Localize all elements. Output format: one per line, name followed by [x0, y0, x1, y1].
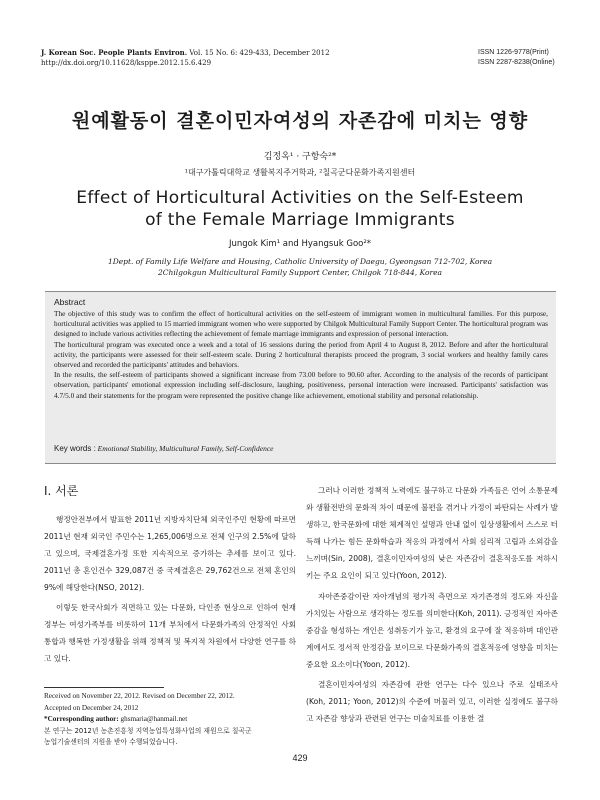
affiliation-2: 2Chilgokgun Multicultural Family Support Center, Chilgok 718-844, Korea	[158, 268, 442, 277]
abstract-paragraph: The horticultural program was executed once a week and a total of 16 sessions during the period from April 4 to August 8, 2012. Before and after the horticultural activity, the participants were assessed for their self-esteem scale. During 2 horticultural therapists proceed the program, 3 social workers and healthy family cares observed and recorded the participants' attitudes and behaviors.	[54, 339, 548, 370]
body-paragraph: 그러나 이러한 정책적 노력에도 불구하고 다문화 가족들은 언어 소통문제와 생활전반의 문화적 차이 때문에 불편을 겪거나 가정이 파탄되는 사례가 발생하고, 한국문화에 대한 체계적인 설명과 안내 없이 일상생활에서 스스로 터득해 나가는 힘든 문화학습과 적응의 과정에서 사회 심리적 고립과 소외감을 느끼며(Sin, 2008), 결혼이민자여성의 낮은 자존감이 결혼적응도를 저하시키는 주요 요인이 되고 있다(Yoon, 2012).	[306, 486, 558, 581]
affiliations-korean: ¹대구가톨릭대학교 생활복지주거학과, ²칠곡군다문화가족지원센터	[184, 168, 416, 177]
title-korean: 원예활동이 결혼이민자여성의 자존감에 미치는 영향	[71, 110, 529, 132]
issn-online: ISSN 2287-8238(Online)	[478, 59, 555, 66]
keywords-label: Key words :	[54, 444, 96, 453]
section-heading: Ⅰ. 서론	[44, 484, 79, 498]
body-column-left	[44, 482, 296, 670]
authors-english: Jungok Kim¹ and Hyangsuk Goo²*	[228, 239, 372, 249]
issn-print: ISSN 1226-9778(Print)	[478, 49, 549, 56]
footnote-divider	[44, 687, 164, 688]
accepted-date: Accepted on December 24, 2012	[44, 703, 139, 712]
body-column-right	[306, 482, 558, 730]
doi-link[interactable]: http://dx.doi.org/10.11628/ksppe.2012.15.6.429	[41, 59, 212, 67]
body-paragraph: 행정안전부에서 발표한 2011년 지방자치단체 외국인주민 현황에 따르면 2011년 현재 외국인 주민수는 1,265,006명으로 전체 인구의 2.5%에 달하고 있으며, 국제결혼가정 또한 지속적으로 증가하는 추세를 보이고 있다. 2011년 총 혼인건수 329,087건 중 국제결혼은 29,762건으로 전체 혼인의 9%에 해당한다(NSO, 2012).	[44, 515, 296, 592]
title-english	[0, 187, 600, 231]
footnotes	[44, 691, 296, 749]
received-date: Received on November 22, 2012. Revised on December 22, 2012.	[44, 692, 235, 700]
corresponding-label: *Corresponding author:	[44, 715, 119, 723]
affiliation-1: 1Dept. of Family Life Welfare and Housing, Catholic University of Daegu, Gyeongsan 712-702, Korea	[107, 257, 493, 266]
body-paragraph: 자아존중감이란 자아개념의 평가적 측면으로 자기존경의 정도와 자신을 가치있는 사람으로 생각하는 정도를 의미한다(Koh, 2011). 긍정적인 자아존중감을 형성하는 개인은 성취동기가 높고, 환경의 요구에 잘 적응하며 대인관계에서도 정서적 안정감을 보이므로 다문화가족의 결혼적응에 영향을 미치는 중요한 요소이다(Yoon, 2012).	[306, 591, 558, 669]
journal-citation	[41, 48, 330, 58]
body-paragraph: 이렇듯 한국사회가 직면하고 있는 다문화, 다인종 현상으로 인하여 현재 정부는 여성가족부를 비롯하여 11개 부처에서 다문화가족의 안정적인 사회통합과 행복한 가정생활을 위해 정책적 및 복지적 차원에서 다양한 연구를 하고 있다.	[44, 603, 296, 663]
corresponding-email[interactable]: ghsmaria@hanmail.net	[120, 715, 188, 723]
funding-note-line1: 본 연구는 2012년 농촌진흥청 지역농업특성화사업의 재원으로 칠곡군	[44, 726, 252, 735]
page-number: 429	[292, 753, 308, 763]
issn-block	[478, 48, 555, 68]
keywords	[54, 444, 273, 453]
affiliations-english	[0, 256, 600, 278]
corresponding-author	[44, 714, 296, 726]
title-english-line1: Effect of Horticultural Activities on the Self-Esteem	[76, 188, 524, 208]
authors-korean: 김정옥¹ · 구항숙²*	[263, 152, 337, 162]
journal-header	[41, 48, 330, 68]
journal-volume: Vol. 15 No. 6: 429-433, December 2012	[189, 49, 330, 57]
body-paragraph: 결혼이민자여성의 자존감에 관한 연구는 다수 있으나 주로 실태조사(Koh, 2011; Yoon, 2012)의 수준에 머물러 있고, 이러한 실정에도 불구하고 자존감 향상과 관련된 연구는 미술치료를 이용한 결	[306, 680, 558, 724]
title-english-line2: of the Female Marriage Immigrants	[145, 210, 455, 230]
journal-name: J. Korean Soc. People Plants Environ.	[41, 48, 188, 57]
abstract-heading: Abstract	[54, 297, 86, 307]
abstract-paragraph: In the results, the self-esteem of participants showed a significant increase from 73.00 before to 90.60 after. According to the analysis of the records of participant observation, participants' emotional expression including self-disclosure, laughing, positiveness, personal interaction were increased. Participants' satisfaction was 4.7/5.0 and their statements for the program were represented the positive change like achievement, emotional stability and personal relationship.	[54, 370, 548, 400]
keywords-list: Emotional Stability, Multicultural Family, Self-Confidence	[97, 444, 274, 453]
funding-note-line2: 농업기술센터의 지원을 받아 수행되었습니다.	[44, 738, 178, 746]
abstract-paragraph: The objective of this study was to confirm the effect of horticultural activities on the self-esteem of immigrant women in multicultural families. For this purpose, horticultural activities was applied to 15 married immigrant women who were supported by Chilgok Multicultural Family Support Center. The horticultural program was designed to include various activities reflecting the achievement of female marriage immigrants and expression of personal interaction.	[54, 309, 548, 339]
abstract-box	[45, 291, 556, 464]
abstract-body	[54, 309, 548, 401]
